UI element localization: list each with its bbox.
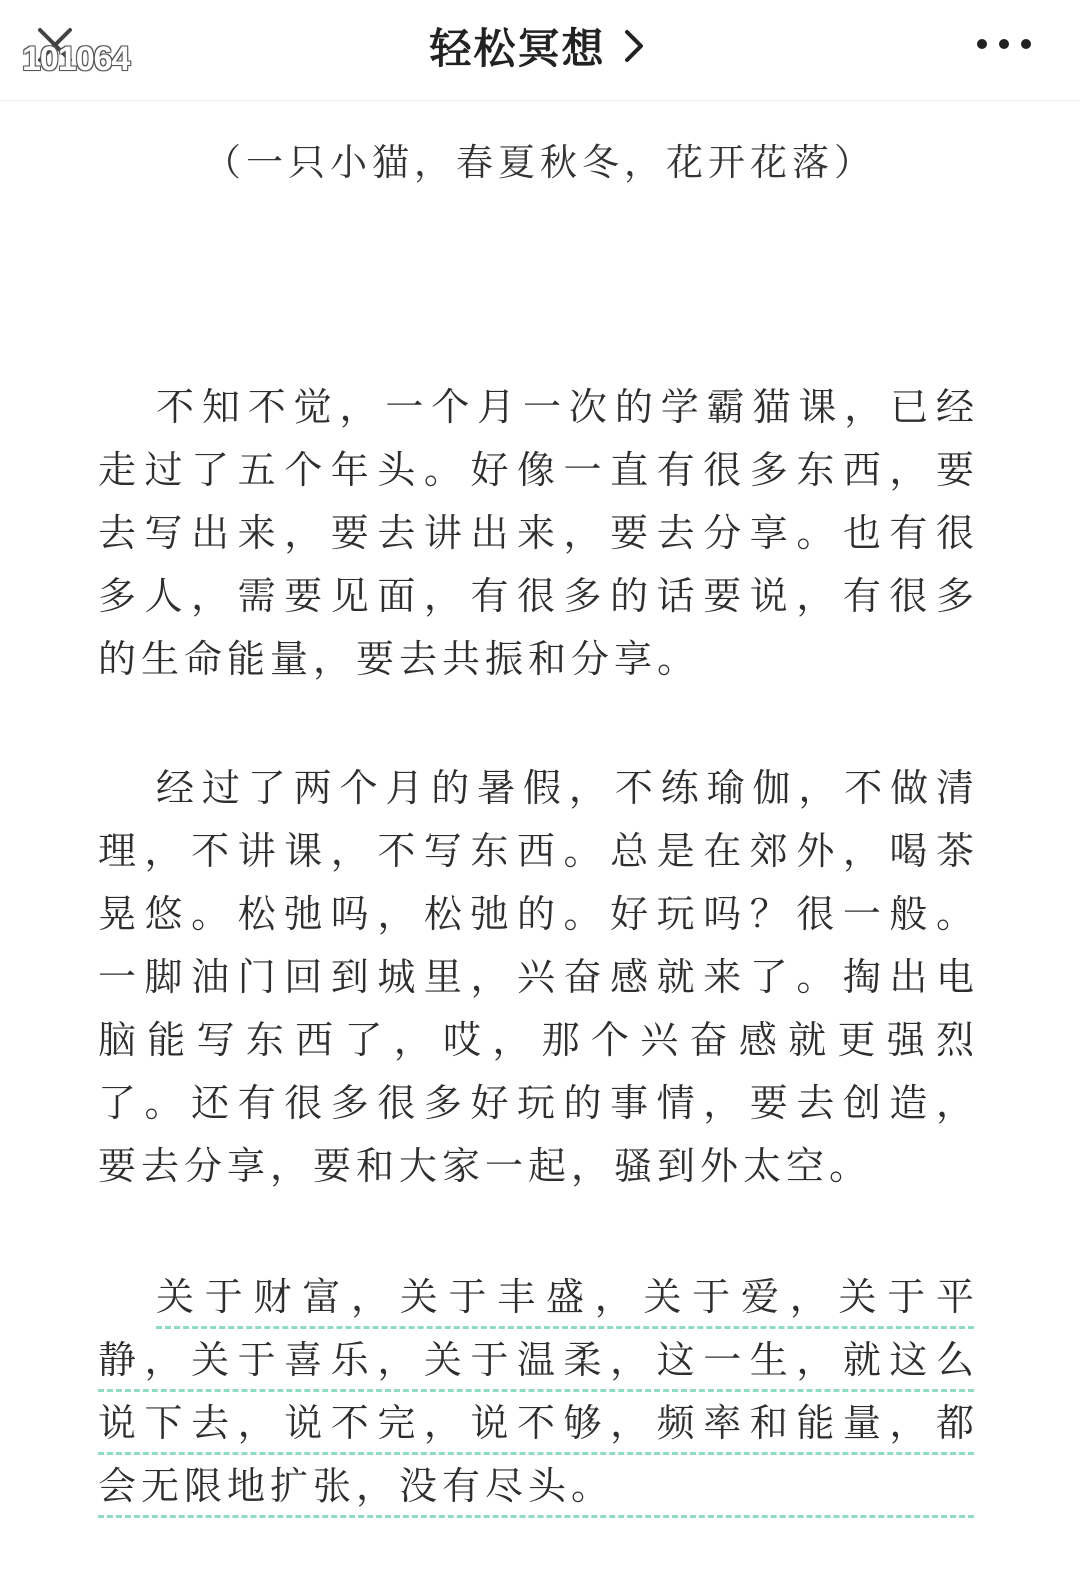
- paragraph-line: 晃悠。松弛吗，松弛的。好玩吗？很一般。: [98, 892, 974, 936]
- paragraph-line: 要去分享，要和大家一起，骚到外太空。: [98, 1144, 873, 1188]
- page-title: 轻松冥想: [429, 24, 606, 73]
- highlighted-line: 说下去，说不完，说不够，频率和能量，都: [98, 1396, 974, 1459]
- paragraph-line: 理，不讲课，不写东西。总是在郊外，喝茶: [98, 829, 974, 873]
- nav-bar: [0, 0, 1080, 101]
- highlighted-line: 会无限地扩张，没有尽头。: [98, 1459, 974, 1522]
- highlighted-line: 静，关于喜乐，关于温柔，这一生，就这么: [98, 1333, 974, 1396]
- paragraph-line: 不知不觉，一个月一次的学霸猫课，已经: [156, 385, 974, 429]
- article-paragraph-3-highlighted[interactable]: [98, 1270, 974, 1522]
- paragraph-line: 去写出来，要去讲出来，要去分享。也有很: [98, 511, 974, 555]
- article-subtitle: （一只小猫，春夏秋冬，花开花落）: [204, 141, 876, 184]
- read-count-badge: 101064: [22, 40, 130, 78]
- paragraph-line: 经过了两个月的暑假，不练瑜伽，不做清: [156, 766, 974, 810]
- paragraph-line: 多人，需要见面，有很多的话要说，有很多: [98, 574, 974, 618]
- account-title-button[interactable]: [340, 16, 740, 76]
- paragraph-line: 一脚油门回到城里，兴奋感就来了。掏出电: [98, 955, 974, 999]
- more-options-icon[interactable]: [966, 26, 1046, 62]
- paragraph-line: 了。还有很多很多好玩的事情，要去创造，: [98, 1081, 974, 1125]
- close-button[interactable]: [20, 14, 160, 78]
- paragraph-line: 走过了五个年头。好像一直有很多东西，要: [98, 448, 974, 492]
- paragraph-line: 脑能写东西了，哎，那个兴奋感就更强烈: [98, 1018, 974, 1062]
- chevron-right-icon: [617, 24, 651, 68]
- paragraph-line: 的生命能量，要去共振和分享。: [98, 637, 701, 681]
- highlighted-line: 关于财富，关于丰盛，关于爱，关于平: [98, 1270, 974, 1333]
- article-paragraph-2: [98, 761, 974, 1202]
- article-paragraph-1: [98, 380, 974, 695]
